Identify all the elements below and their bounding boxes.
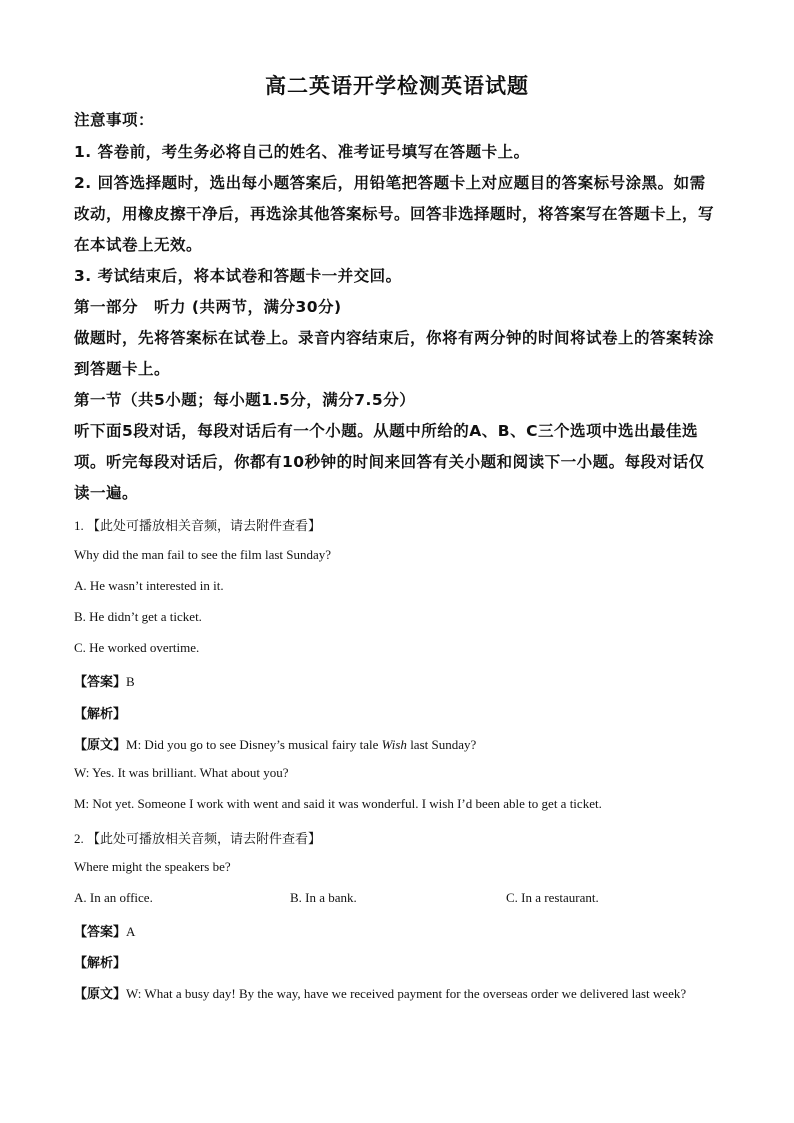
q2-option-b: B. In a bank. <box>290 890 357 905</box>
section1-instruction-line-3: 读一遍。 <box>74 484 139 502</box>
notice-heading: 注意事项： <box>74 111 155 129</box>
notice-item-2-line-2: 改动，用橡皮擦干净后，再选涂其他答案标号。回答非选择题时，将答案写在答题卡上，写 <box>74 205 715 223</box>
section1-instruction-line-1: 听下面5段对话，每段对话后有一个小题。从题中所给的A、B、C三个选项中选出最佳选 <box>74 422 698 440</box>
q2-option-a: A. In an office. <box>74 890 153 905</box>
q1-transcript-text-1a: M: Did you go to see Disney’s musical fairy tale <box>126 737 382 752</box>
part1-instruction-line-2: 到答题卡上。 <box>74 360 171 378</box>
q2-transcript-line-1 <box>74 983 686 1002</box>
q2-analysis <box>74 952 126 971</box>
q1-film-title: Wish <box>381 737 407 752</box>
q1-audio-link[interactable]: 1. 【此处可播放相关音频，请去附件查看】 <box>74 518 322 533</box>
q1-option-a: A. He wasn’t interested in it. <box>74 578 224 593</box>
q1-option-c: C. He worked overtime. <box>74 640 200 655</box>
q1-transcript-line-1 <box>74 734 476 753</box>
answer-tag: 【答案】 <box>74 925 127 940</box>
analysis-tag: 【解析】 <box>74 707 127 722</box>
original-tag: 【原文】 <box>74 987 127 1002</box>
q2-audio-link[interactable]: 2. 【此处可播放相关音频，请去附件查看】 <box>74 831 322 846</box>
part1-heading: 第一部分 听力 (共两节，满分30分) <box>74 298 342 316</box>
q1-analysis <box>74 703 126 722</box>
q2-transcript-text-1: W: What a busy day! By the way, have we received payment for the overseas order we delivered last week? <box>126 986 687 1001</box>
q2-answer <box>74 921 135 940</box>
q1-transcript-line-2: W: Yes. It was brilliant. What about you? <box>74 765 289 780</box>
q1-answer <box>74 671 135 690</box>
original-tag: 【原文】 <box>74 738 127 753</box>
q1-answer-value: B <box>126 674 135 689</box>
q2-question: Where might the speakers be? <box>74 859 231 874</box>
answer-tag: 【答案】 <box>74 675 127 690</box>
section1-instruction-line-2: 项。听完每段对话后，你都有10秒钟的时间来回答有关小题和阅读下一小题。每段对话仅 <box>74 453 705 471</box>
notice-item-2-line-1: 2. 回答选择题时，选出每小题答案后，用铅笔把答题卡上对应题目的答案标号涂黑。如需 <box>74 174 706 192</box>
notice-item-1: 1. 答卷前，考生务必将自己的姓名、准考证号填写在答题卡上。 <box>74 143 530 161</box>
q2-option-c: C. In a restaurant. <box>506 890 599 905</box>
q1-transcript-line-3: M: Not yet. Someone I work with went and said it was wonderful. I wish I’d been able to get a ticket. <box>74 796 602 811</box>
notice-item-2-line-3: 在本试卷上无效。 <box>74 236 203 254</box>
q2-answer-value: A <box>126 924 136 939</box>
notice-item-3: 3. 考试结束后，将本试卷和答题卡一并交回。 <box>74 267 402 285</box>
q1-question: Why did the man fail to see the film last Sunday? <box>74 547 332 562</box>
section1-heading: 第一节（共5小题；每小题1.5分，满分7.5分） <box>74 391 416 409</box>
page-title: 高二英语开学检测英语试题 <box>265 73 529 98</box>
q1-transcript-text-1b: last Sunday? <box>406 737 477 752</box>
q1-option-b: B. He didn’t get a ticket. <box>74 609 202 624</box>
q2-options-row <box>74 890 724 908</box>
part1-instruction-line-1: 做题时，先将答案标在试卷上。录音内容结束后，你将有两分钟的时间将试卷上的答案转涂 <box>74 329 715 347</box>
analysis-tag: 【解析】 <box>74 956 127 971</box>
